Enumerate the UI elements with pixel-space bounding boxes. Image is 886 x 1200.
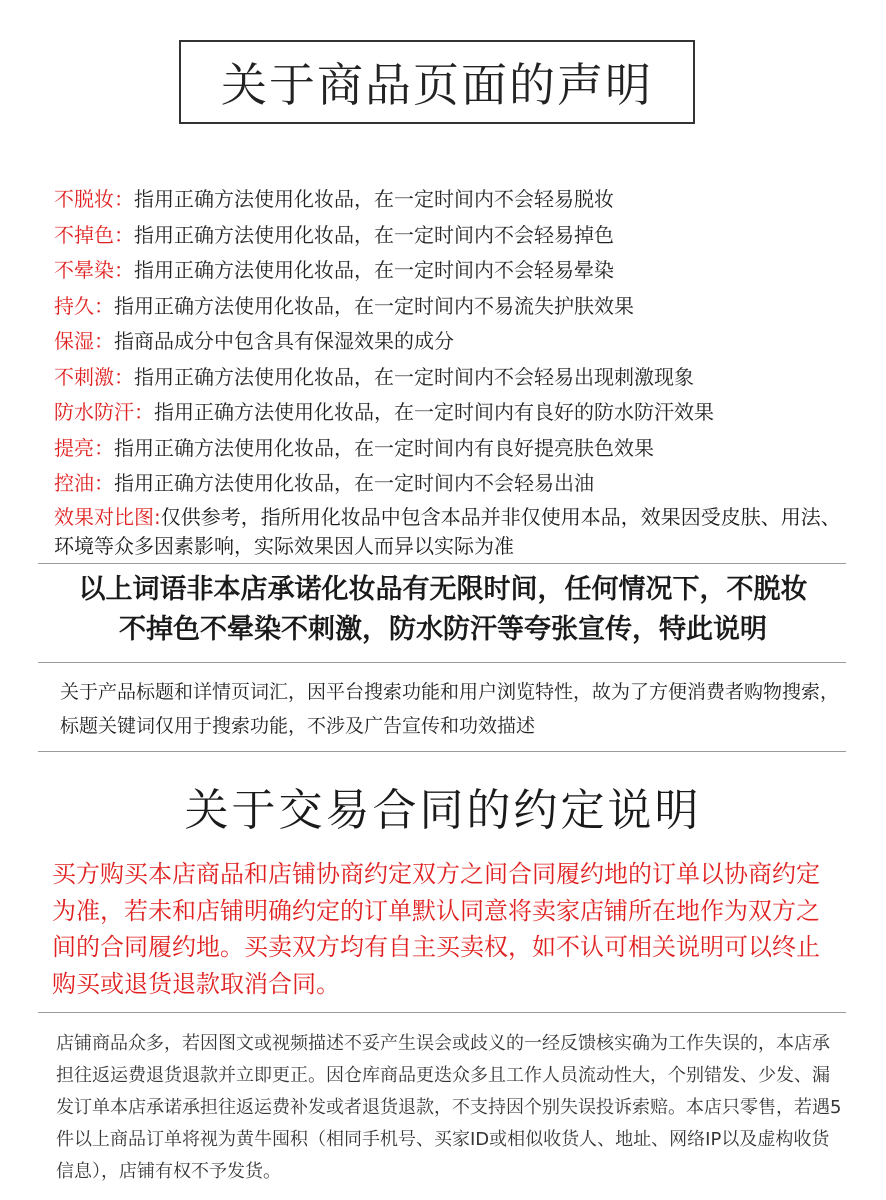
definition-desc: 指用正确方法使用化妆品，在一定时间内有良好提亮肤色效果 xyxy=(114,435,654,460)
definition-item xyxy=(54,218,844,254)
comparison-note-desc: 仅供参考，指所用化妆品中包含本品并非仅使用本品，效果因受皮肤、用法、环境等众多因素影响，实际效果因人而异以实际为准 xyxy=(54,504,841,558)
divider xyxy=(38,751,846,752)
definition-term: 不掉色： xyxy=(54,222,134,247)
definition-term: 提亮： xyxy=(54,435,114,460)
definition-desc: 指用正确方法使用化妆品，在一定时间内不会轻易出油 xyxy=(114,471,594,495)
claim-statement xyxy=(30,570,856,650)
definition-item xyxy=(54,289,844,325)
definition-item xyxy=(54,395,844,431)
claim-line: 以上词语非本店承诺化妆品有无限时间，任何情况下，不脱妆 xyxy=(78,574,808,605)
definition-desc: 指用正确方法使用化妆品，在一定时间内不会轻易脱妆 xyxy=(134,187,614,211)
definition-item xyxy=(54,253,844,289)
comparison-note xyxy=(54,503,844,561)
definition-desc: 指商品成分中包含具有保湿效果的成分 xyxy=(114,329,454,353)
definition-term: 控油： xyxy=(54,471,114,495)
definition-desc: 指用正确方法使用化妆品，在一定时间内有良好的防水防汗效果 xyxy=(154,400,714,424)
definition-term: 持久： xyxy=(54,293,114,318)
definition-term: 防水防汗： xyxy=(54,400,154,424)
definition-desc: 指用正确方法使用化妆品，在一定时间内不会轻易掉色 xyxy=(134,222,614,247)
contract-statement: 买方购买本店商品和店铺协商约定双方之间合同履约地的订单以协商约定为准，若未和店铺明确约定的订单默认同意将卖家店铺所在地作为双方之间的合同履约地。买卖双方均有自主买卖权，如不认可相关说明可以终止购买或退货退款取消合同。 xyxy=(52,860,820,998)
definition-item xyxy=(54,324,844,360)
contract-section-title: 关于交易合同的约定说明 xyxy=(184,785,702,836)
keyword-notice: 关于产品标题和详情页词汇，因平台搜索功能和用户浏览特性，故为了方便消费者购物搜索，标题关键词仅用于搜索功能，不涉及广告宣传和功效描述 xyxy=(60,681,840,737)
definitions-list xyxy=(54,182,844,561)
definition-item xyxy=(54,360,844,396)
page-title: 关于商品页面的声明 xyxy=(221,58,653,112)
definition-desc: 指用正确方法使用化妆品，在一定时间内不会轻易出现刺激现象 xyxy=(134,364,694,389)
definition-item xyxy=(54,182,844,218)
definition-item xyxy=(54,431,844,467)
divider xyxy=(38,563,846,564)
definition-item xyxy=(54,466,844,502)
comparison-note-term: 效果对比图: xyxy=(54,504,161,529)
divider xyxy=(38,662,846,663)
claim-line: 不掉色不晕染不刺激，防水防汗等夸张宣传，特此说明 xyxy=(119,614,767,645)
definition-desc: 指用正确方法使用化妆品，在一定时间内不会轻易晕染 xyxy=(134,258,614,282)
definition-term: 不晕染： xyxy=(54,258,134,282)
divider xyxy=(38,1012,846,1013)
definition-term: 不脱妆： xyxy=(54,187,134,211)
page-title-box xyxy=(179,40,695,124)
definition-term: 保湿： xyxy=(54,329,114,353)
definition-term: 不刺激： xyxy=(54,364,134,389)
definition-desc: 指用正确方法使用化妆品，在一定时间内不易流失护肤效果 xyxy=(114,293,634,318)
store-notice: 店铺商品众多，若因图文或视频描述不妥产生误会或歧义的一经反馈核实确为工作失误的，本店承担往返运费退货退款并立即更正。因仓库商品更迭众多且工作人员流动性大，个别错发、少发、漏发订单本店承诺承担往返运费补发或者退货退款，不支持因个别失误投诉索赔。本店只零售，若遇5件以上商品订单将视为黄牛囤积（相同手机号、买家ID或相似收货人、地址、网络IP以及虚构收货信息），店铺有权不予发货。 xyxy=(56,1033,842,1182)
